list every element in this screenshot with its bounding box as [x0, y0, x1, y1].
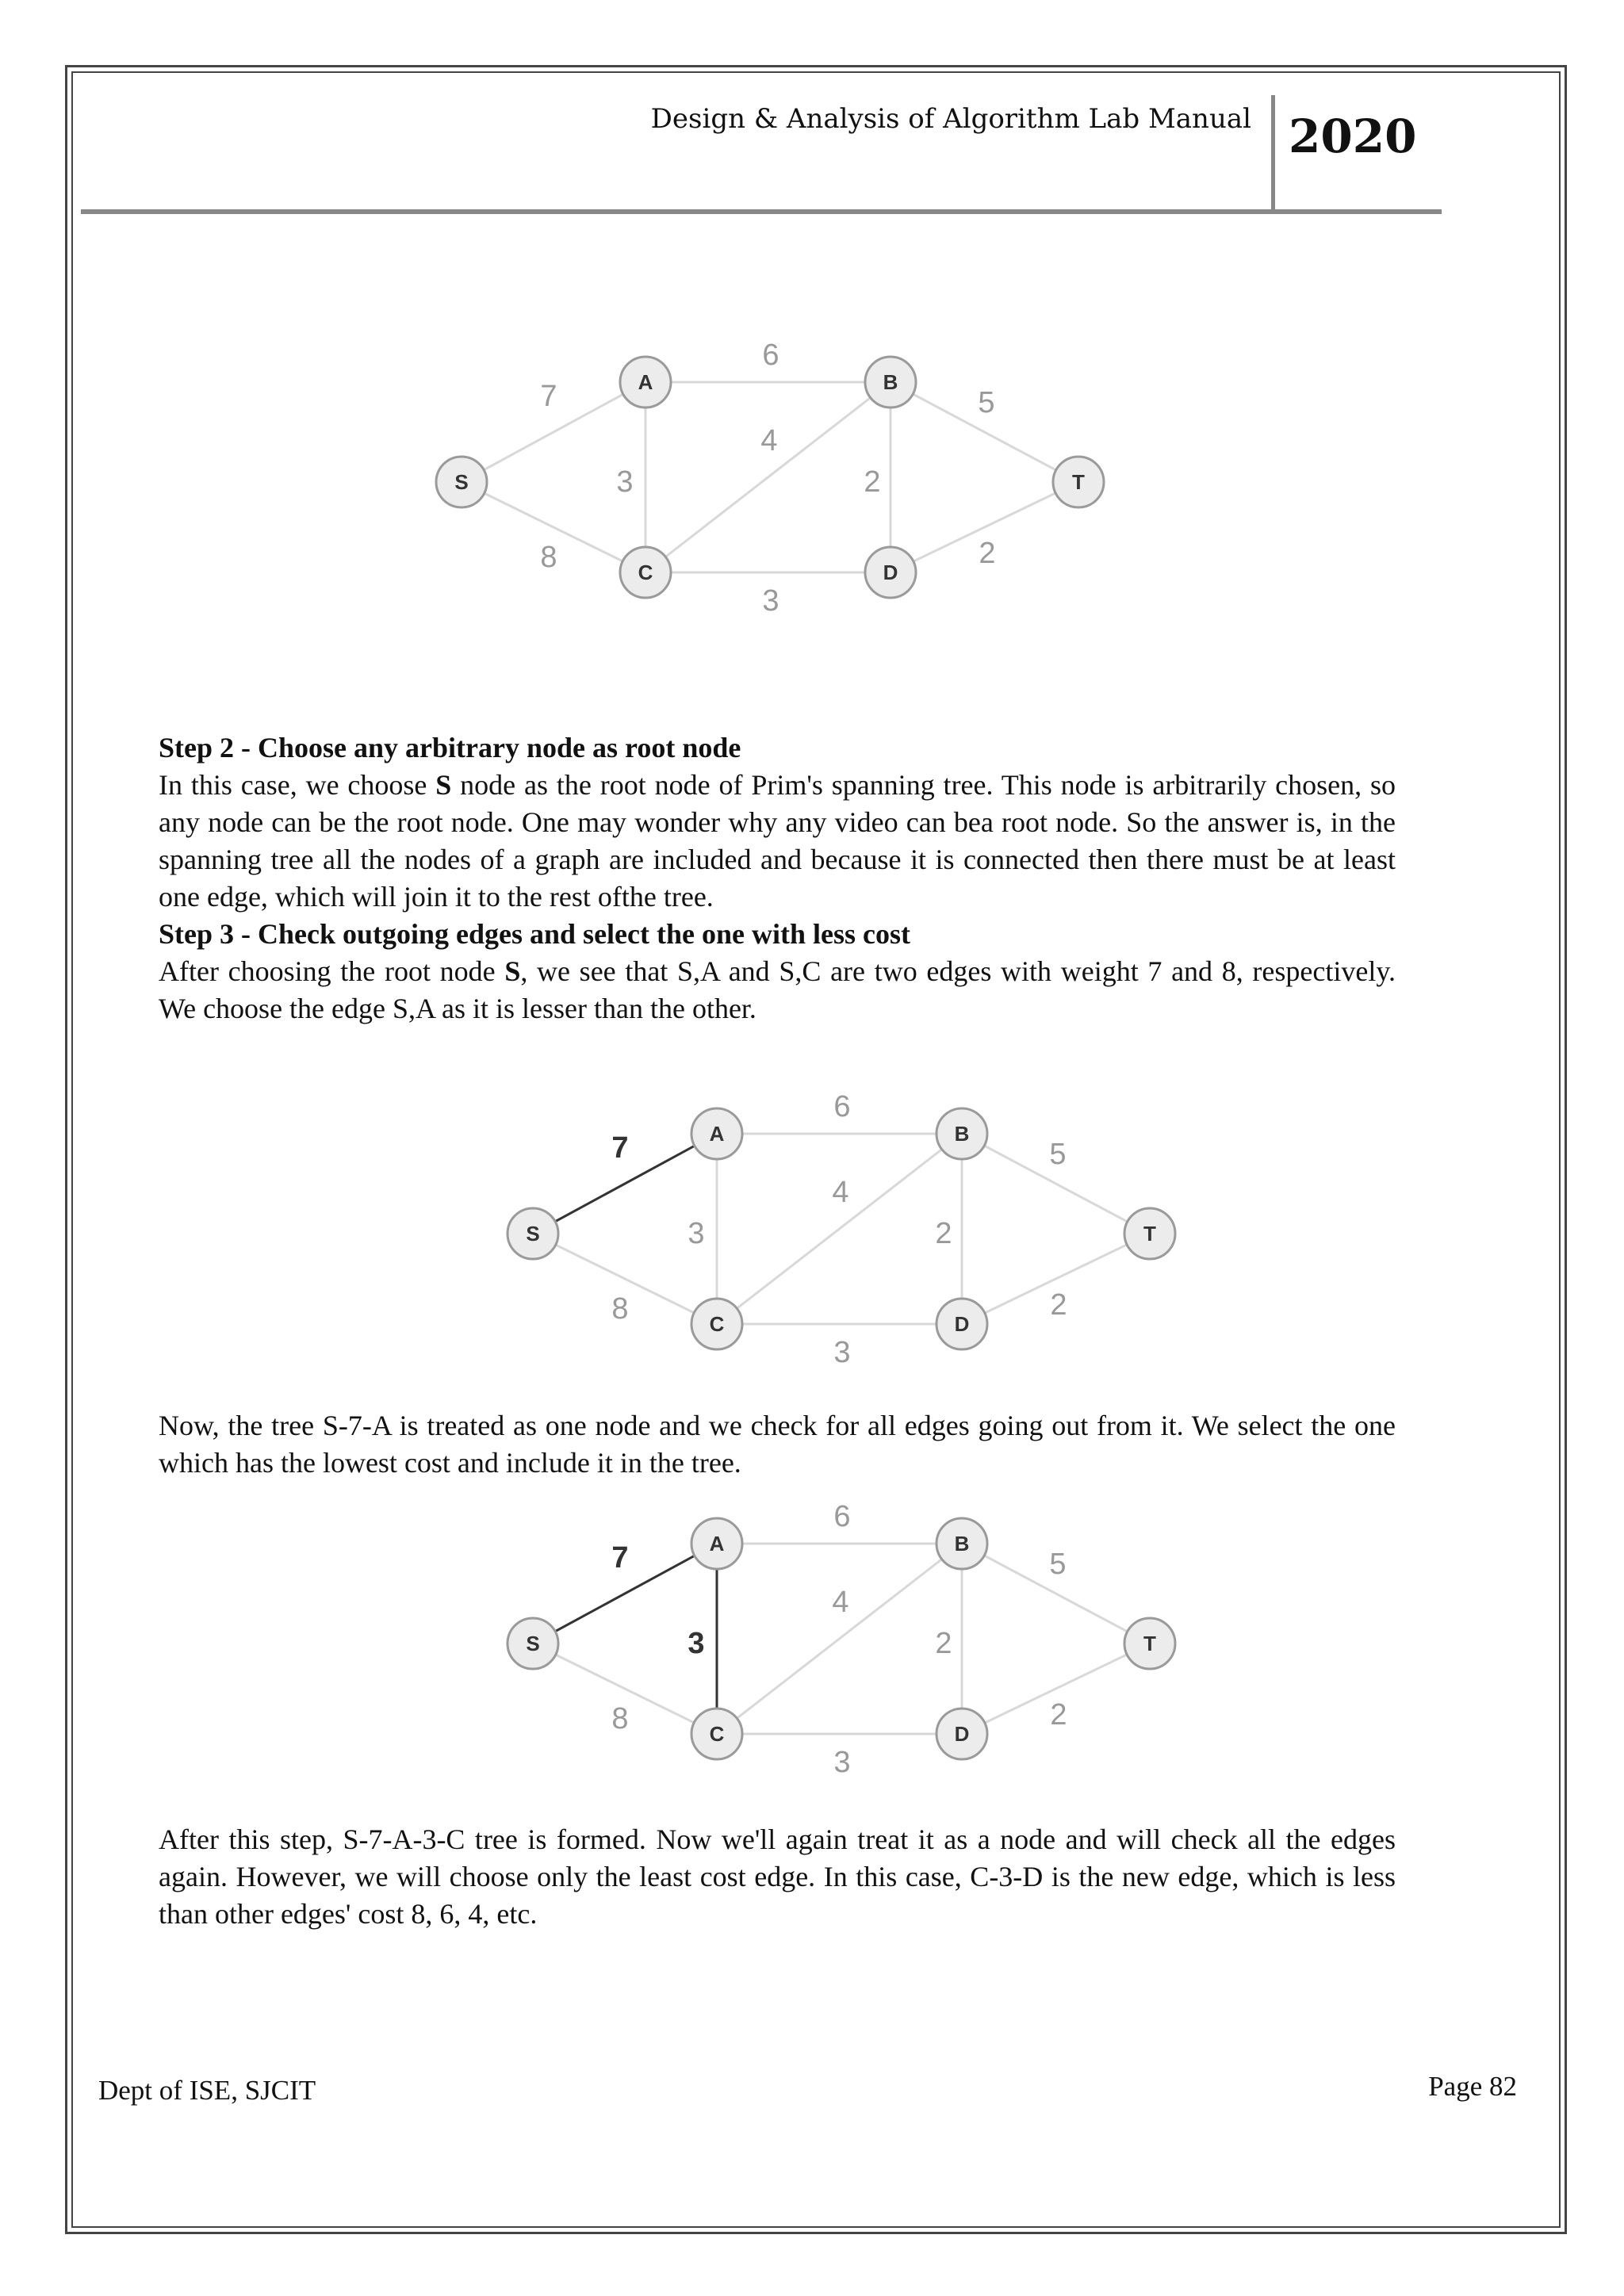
- node-t: [1124, 1618, 1175, 1669]
- after-paragraph: After this step, S-7-A-3-C tree is formed. Now we'll again treat it as a node and will check all the edges again. However, we will choose only the least cost edge. In this case, C-3-D is the new edge, which is less than other edges' cost 8, 6, 4, etc.: [159, 1823, 1396, 1930]
- edge-weight-c-b: 4: [832, 1586, 849, 1619]
- edge-weight-c-b: 4: [832, 1176, 849, 1209]
- node-a: [620, 357, 671, 408]
- node-s: [508, 1208, 558, 1259]
- node-d: [936, 1709, 987, 1759]
- edge-weight-a-b: 6: [762, 339, 779, 372]
- svg-text:A: A: [638, 370, 653, 394]
- step3-paragraph: After choosing the root node S, we see that S,A and S,C are two edges with weight 7 and 8, respectively. We choose the edge S,A as it is lesser than the other.: [159, 955, 1396, 1024]
- step3-heading: Step 3 - Check outgoing edges and select the one with less cost: [159, 918, 910, 950]
- svg-text:C: C: [638, 561, 653, 584]
- node-d: [865, 547, 916, 598]
- edge-weight-b-t: 5: [1049, 1138, 1067, 1171]
- node-c: [620, 547, 671, 598]
- edge-weight-d-t: 2: [1050, 1698, 1067, 1732]
- node-c: [691, 1709, 742, 1759]
- node-a: [691, 1518, 742, 1569]
- header-title: Design & Analysis of Algorithm Lab Manual: [650, 103, 1251, 135]
- edge-weight-a-b: 6: [833, 1090, 851, 1123]
- svg-text:A: A: [709, 1532, 725, 1556]
- svg-text:B: B: [954, 1532, 970, 1556]
- node-a: [691, 1108, 742, 1159]
- edge-weight-s-a: 7: [540, 380, 557, 413]
- edge-weight-s-a: 7: [611, 1131, 629, 1165]
- footer-dept: Dept of ISE, SJCIT: [98, 2075, 316, 2106]
- edge-weight-b-d: 2: [864, 465, 881, 499]
- edge-weight-b-d: 2: [935, 1627, 952, 1660]
- edge-weight-b-t: 5: [1049, 1548, 1067, 1581]
- tree-paragraph: Now, the tree S-7-A is treated as one node and we check for all edges going out from it. We select the one which has the lowest cost and include it in the tree.: [159, 1410, 1396, 1479]
- after-paragraph-block: [159, 1821, 1396, 1933]
- svg-text:T: T: [1143, 1632, 1156, 1655]
- node-s: [508, 1618, 558, 1669]
- step2-paragraph: In this case, we choose S node as the root node of Prim's spanning tree. This node is arbitrarily chosen, so any node can be the root node. One may wonder why any video can bea root node. So the answer is, in the spanning tree all the nodes of a graph are included and because it is connected then there must be at least one edge, which will join it to the rest ofthe tree.: [159, 769, 1396, 913]
- node-d: [936, 1299, 987, 1349]
- node-t: [1124, 1208, 1175, 1259]
- edge-weight-c-d: 3: [762, 584, 779, 618]
- edge-c-b: [645, 382, 891, 572]
- svg-text:D: D: [883, 561, 898, 584]
- header-divider: [1271, 95, 1275, 212]
- svg-text:T: T: [1072, 470, 1085, 494]
- edge-weight-b-t: 5: [978, 386, 995, 419]
- edge-weight-b-d: 2: [935, 1217, 952, 1250]
- node-b: [936, 1108, 987, 1159]
- edge-weight-a-c: 3: [688, 1627, 705, 1660]
- edge-c-b: [717, 1134, 962, 1324]
- node-b: [865, 357, 916, 408]
- header-year: 2020: [1289, 109, 1417, 163]
- node-s: [436, 457, 487, 507]
- edge-weight-d-t: 2: [1050, 1288, 1067, 1322]
- edge-weight-s-c: 8: [540, 541, 557, 574]
- graph-figure-initial: [428, 333, 1142, 626]
- svg-text:B: B: [883, 370, 898, 394]
- edge-weight-a-c: 3: [616, 465, 634, 499]
- node-t: [1053, 457, 1104, 507]
- svg-text:S: S: [526, 1632, 540, 1655]
- svg-text:T: T: [1143, 1222, 1156, 1246]
- graph-figure-step-sa: [500, 1085, 1213, 1378]
- svg-text:A: A: [709, 1122, 725, 1146]
- svg-text:S: S: [526, 1222, 540, 1246]
- edge-weight-s-c: 8: [611, 1702, 629, 1735]
- node-c: [691, 1299, 742, 1349]
- svg-text:D: D: [954, 1722, 970, 1746]
- edge-weight-d-t: 2: [979, 537, 996, 570]
- svg-text:D: D: [954, 1312, 970, 1336]
- svg-text:C: C: [709, 1722, 725, 1746]
- node-b: [936, 1518, 987, 1569]
- edge-weight-c-d: 3: [833, 1336, 851, 1369]
- step2-section: [159, 729, 1396, 1027]
- edge-weight-s-c: 8: [611, 1292, 629, 1326]
- edge-weight-a-c: 3: [688, 1217, 705, 1250]
- edge-weight-c-b: 4: [760, 424, 778, 457]
- edge-c-b: [717, 1544, 962, 1734]
- step2-heading: Step 2 - Choose any arbitrary node as root node: [159, 732, 741, 763]
- edge-weight-s-a: 7: [611, 1541, 629, 1575]
- graph-figure-step-sac: [500, 1494, 1213, 1788]
- svg-text:C: C: [709, 1312, 725, 1336]
- svg-text:S: S: [454, 470, 469, 494]
- svg-text:B: B: [954, 1122, 970, 1146]
- tree-paragraph-block: [159, 1407, 1396, 1482]
- edge-weight-a-b: 6: [833, 1500, 851, 1533]
- edge-weight-c-d: 3: [833, 1746, 851, 1779]
- header-rule: [81, 209, 1442, 214]
- footer-page: Page 82: [1428, 2071, 1517, 2102]
